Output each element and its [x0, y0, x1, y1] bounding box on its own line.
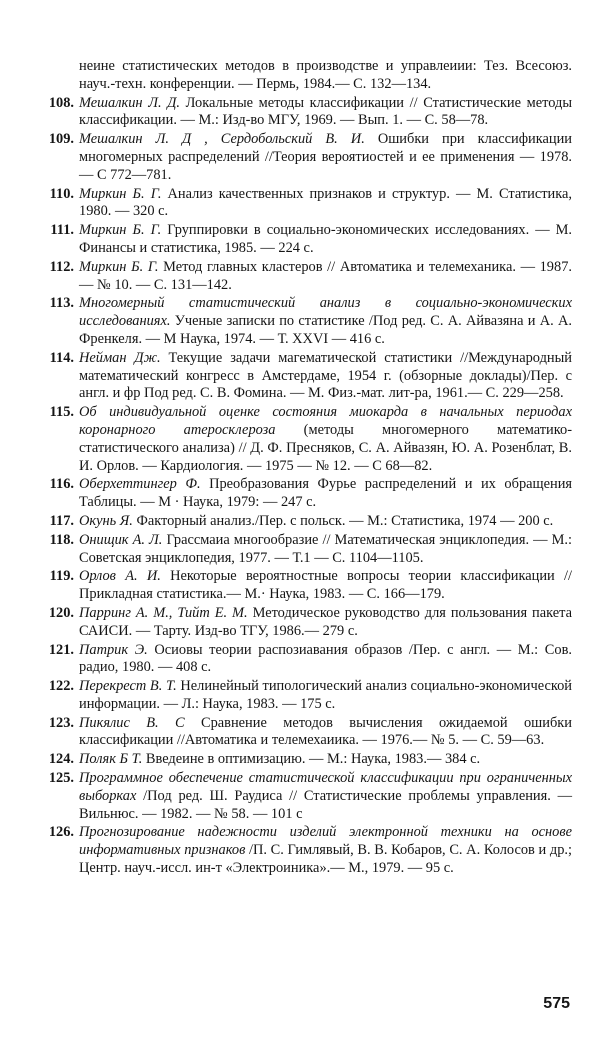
bibliography-entry [48, 604, 573, 641]
bibliography-entry [49, 404, 572, 475]
entry-number: 108. [48, 94, 74, 111]
entry-text: Ученые записки по статистике /Под ред. С. А. Айвазяна и А. А. Френкеля. — М Наука, 1974. — Т. XXVI — 416 с. [79, 313, 572, 347]
bibliography-entry [49, 568, 572, 604]
entries-container [48, 94, 573, 878]
entry-text: Ошибки при классификации многомерных распределений //Теория вероятиостей и ее применения — 1978. — С 772—781. [79, 131, 572, 183]
bibliography-entry [48, 131, 572, 184]
entry-author: Поляк Б Т. [79, 751, 143, 768]
entry-text: Локальные методы классификации // Статистические методы классификации. — М.: Изд-во МГУ, 1969. — Вып. 1. — С. 58—78. [79, 94, 572, 129]
entry-text: Осиовы теории распозиавания образов /Пер. с англ. — М.: Сов. радио, 1980. — 408 с. [79, 641, 572, 676]
entry-text: /Под ред. Ш. Раудиса // Статистические проблемы управления. — Вильнюс. — 1982. — № 58. — 101 с [79, 787, 572, 822]
bibliography-entry [48, 770, 572, 823]
page-number: 575 [543, 995, 570, 1012]
entry-number: 109. [48, 131, 74, 148]
entry-author: Мешалкин Л. Д. [79, 94, 180, 111]
bibliography-entry [49, 295, 572, 348]
entry-number: 115. [49, 404, 74, 421]
entry-number: 119. [49, 568, 74, 585]
entry-text: Грассмаиа многообразие // Математическая энциклопедия. — М.: Советская энциклопедия, 1977. — Т.1 — С. 1104—1105. [79, 531, 572, 566]
entry-text: Преобразования Фурье распределений и их обращения Таблицы. — М · Наука, 1979: — 247 с. [79, 476, 573, 511]
entry-text: Некоторые вероятностные вопросы теории классификации // Прикладная статистика.— М.· Наука, 1983. — С. 166—179. [79, 568, 572, 603]
entry-author: Миркин Б. Г. [79, 185, 162, 202]
entry-author: Миркин Б. Г. [79, 222, 162, 239]
bibliography-list [48, 58, 573, 879]
bibliography-entry [49, 185, 572, 222]
entry-number: 117. [49, 512, 74, 529]
entry-text: Метод главных кластеров // Автоматика и телемеханика. — 1987. — № 10. — С. 131—142. [79, 258, 572, 293]
entry-author: Пикялис В. С [79, 714, 185, 731]
entry-text: Методическое руководство для пользования пакета САИСИ. — Тарту. Изд-во ТГУ, 1986.— 279 с. [79, 604, 573, 639]
entry-number: 114. [49, 349, 74, 366]
entry-text: Нелинейный типологический анализ социально-экономической информации. — Л.: Наука, 1983. — 175 с. [79, 678, 573, 712]
entry-author: Парринг А. М., Тийт Е. М. [79, 604, 248, 621]
bibliography-entry [50, 222, 572, 258]
bibliography-entry [48, 751, 572, 769]
entry-number: 112. [49, 258, 74, 275]
entry-author: Мешалкин Л. Д , Сердобольский В. И. [79, 131, 365, 148]
entry-number: 124. [48, 751, 74, 768]
entry-number: 113. [49, 295, 74, 312]
entry-number: 118. [49, 531, 74, 548]
bibliography-entry [48, 94, 572, 131]
entry-text: /П. С. Гимлявый, В. В. Кобаров, С. А. Колосов и др.; Центр. науч.-иссл. ин-т «Электроиника».— М., 1979. — 95 с. [79, 842, 572, 877]
entry-number: 123. [48, 714, 74, 731]
entry-author: Об индивидуальной оценке состояния миокарда в начальных периодах коронарного атеросклероза [79, 404, 572, 438]
bibliography-entry [48, 678, 573, 714]
entry-number: 121. [48, 641, 74, 658]
bibliography-entry [49, 476, 573, 512]
entry-author: Окунь Я. [79, 512, 133, 529]
entry-number: 126. [48, 824, 74, 841]
bibliography-entry [48, 641, 572, 678]
entry-number: 120. [48, 604, 74, 621]
entry-number: 122. [48, 678, 74, 695]
continuation-text: неине статистических методов в производстве и управлеиии: Тез. Всесоюз. науч.-техн. конференции. — Пермь, 1984.— С. 132—134. [79, 58, 572, 92]
entry-text: Текущие задачи магематической статистики //Международный математический конгресс в Амстердаме, 1954 г. (обзорные доклады)/Пер. с англ. и фр Под ред. С. В. Фомина. — М. Физ.-мат. лит-ра, 1961.— С. 229—258. [79, 349, 572, 402]
entry-author: Миркин Б. Г. [79, 258, 159, 275]
bibliography-entry [49, 258, 572, 295]
entry-author: Онищик А. Л. [79, 531, 163, 548]
entry-author: Орлов А. И. [79, 568, 161, 585]
entry-author: Перекрест В. Т. [79, 678, 177, 695]
entry-text: Группировки в социально-экономических исследованиях. — М. Финансы и статистика, 1985. — 224 с. [79, 222, 572, 256]
entry-number: 116. [49, 476, 74, 493]
entry-text: Анализ качественных признаков и структур. — М. Статистика, 1980. — 320 с. [79, 185, 572, 220]
entry-text: Сравнение методов вычисления ожидаемой ошибки классификации //Автоматика и телемехаиика. — 1976.— № 5. — С. 59—63. [79, 714, 572, 749]
entry-number: 111. [50, 222, 74, 239]
bibliography-entry [49, 531, 572, 568]
bibliography-entry [48, 824, 572, 877]
bibliography-entry [49, 349, 572, 403]
entry-author: Оберхеттингер Ф. [79, 476, 201, 493]
entry-number: 125. [48, 770, 74, 787]
entry-text: Факторный анализ./Пер. с польск. — М.: Статистика, 1974 — 200 с. [132, 512, 554, 529]
entry-number: 110. [49, 185, 74, 202]
entry-text: Введеине в оптимизацию. — М.: Наука, 1983.— 384 с. [142, 751, 481, 768]
entry-text: (методы многомерного математико-статистического анализа) // Д. Ф. Пресняков, С. А. Айвазян, Ю. А. Розенблат, В. И. Орлов. — Кардиология. — 1975 — № 12. — С 68—82. [79, 421, 572, 474]
entry-author: Многомерный статистический анализ в социально-экономических исследованиях. [79, 295, 572, 330]
entry-author: Прогнозирование надежности изделий электронной техники на основе информативных признаков [79, 824, 572, 859]
bibliography-entry [48, 714, 572, 751]
bibliography-entry [49, 512, 572, 531]
entry-author: Программное обеспечение статистической классификации при ограниченных выборках [79, 770, 572, 804]
entry-author: Нейман Дж. [79, 349, 161, 366]
entry-author: Патрик Э. [79, 641, 148, 658]
